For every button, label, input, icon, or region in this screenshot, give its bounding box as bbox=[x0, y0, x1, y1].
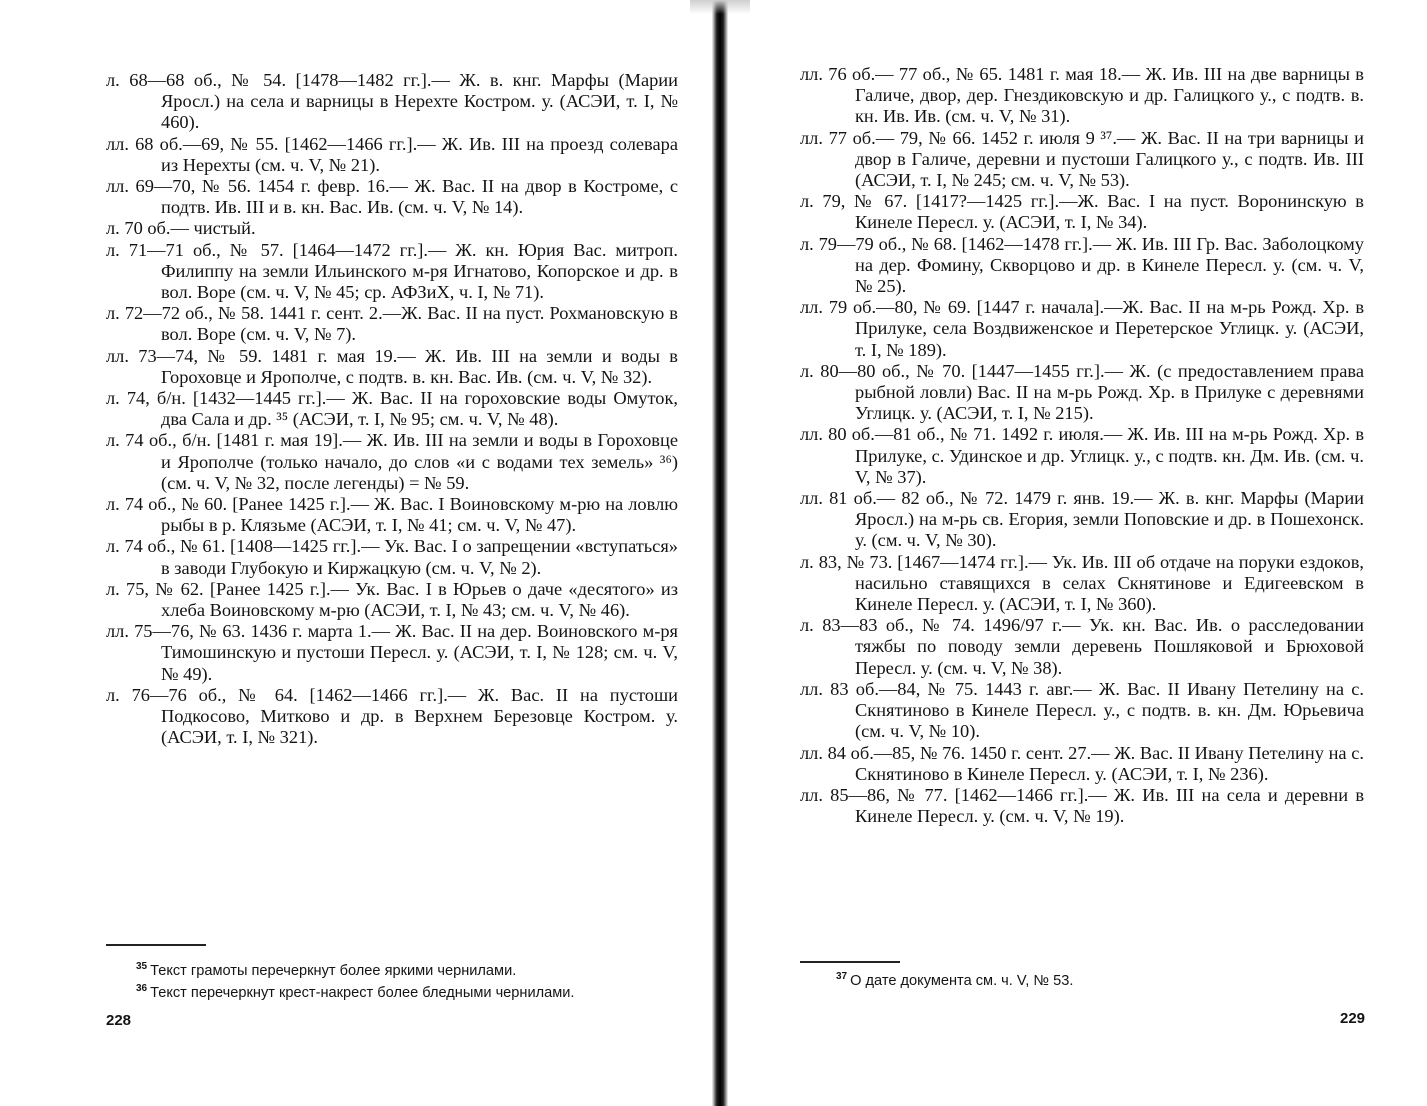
entry-l-62: л. 75, № 62. [Ранее 1425 г.].— Ук. Вас. I в Юрьев о даче «десятого» из хлеба Воиновскому м-рю (АСЭИ, т. I, № 43; см. ч. V, № 46). bbox=[106, 578, 678, 621]
entry-l-59: лл. 73—74, № 59. 1481 г. мая 19.— Ж. Ив. III на земли и воды в Гороховце и Ярополче, с подтв. в. кн. Вас. Ив. (см. ч. V, № 32). bbox=[106, 345, 678, 387]
left-page bbox=[0, 0, 712, 1106]
footnote-36: $^{36}$ Текст перечеркнут крест-накрест более бледными чернилами. bbox=[136, 982, 575, 1001]
entry-l-64: л. 76—76 об., № 64. [1462—1466 гг.].— Ж. Вас. II на пустоши Подкосово, Митково и др. в Верхнем Березовце Костром. у. (АСЭИ, т. I, № 321). bbox=[106, 684, 678, 748]
footnote-rule-left bbox=[106, 944, 206, 946]
entry-l-70-blank: л. 70 об.— чистый. bbox=[106, 218, 256, 239]
entry-l-74ob-bn: л. 74 об., б/н. [1481 г. мая 19].— Ж. Ив. III на земли и воды в Гороховце и Ярополче (только начало, до слов «и с водами тех земель» ³⁶) (см. ч. V, № 32, после легенды) = № 59. bbox=[106, 430, 678, 493]
entry-r-74: л. 83—83 об., № 74. 1496/97 г.— Ук. кн. Вас. Ив. о расследовании тяжбы по поводу земли деревень Пошляковой и Брюховой Пересл. у. (см. ч. V, № 38). bbox=[800, 615, 1364, 678]
entry-r-72: лл. 81 об.— 82 об., № 72. 1479 г. янв. 19.— Ж. в. кнг. Марфы (Марии Яросл.) на м-рь св. Егория, земли Поповские и др. в Пошехонск. у. (см. ч. V, № 30). bbox=[800, 488, 1364, 551]
page-number-left: 228 bbox=[106, 1012, 132, 1029]
entry-r-66: лл. 77 об.— 79, № 66. 1452 г. июля 9 ³⁷.— Ж. Вас. II на три варницы и двор в Галиче, деревни и пустоши Галицкого у., с подтв. Ив. III (АСЭИ, т. I, № 245; см. ч. V, № 53). bbox=[800, 127, 1364, 191]
footnote-37: $^{37}$ О дате документа см. ч. V, № 53. bbox=[836, 971, 1074, 989]
footnote-35: $^{35}$ Текст грамоты перечеркнут более яркими чернилами. bbox=[136, 961, 517, 979]
entry-l-58: л. 72—72 об., № 58. 1441 г. сент. 2.—Ж. Вас. II на пуст. Рохмановскую в вол. Воре (см. ч. V, № 7). bbox=[106, 303, 678, 345]
entry-r-67: л. 79, № 67. [1417?—1425 гг.].—Ж. Вас. I на пуст. Воронинскую в Кинеле Пересл. у. (АСЭИ, т. I, № 34). bbox=[800, 191, 1364, 233]
entry-l-54: л. 68—68 об., № 54. [1478—1482 гг.].— Ж. в. кнг. Марфы (Марии Яросл.) на села и варницы в Нерехте Костром. у. (АСЭИ, т. I, № 460). bbox=[106, 70, 678, 133]
right-page bbox=[728, 0, 1427, 1106]
footnote-rule-right bbox=[800, 961, 900, 963]
entry-l-57: л. 71—71 об., № 57. [1464—1472 гг.].— Ж. кн. Юрия Вас. митроп. Филиппу на земли Ильинского м-ря Игнатово, Копорское и др. в вол. Воре (см. ч. V, № 45; ср. АФЗиХ, ч. I, № 71). bbox=[106, 239, 678, 303]
left-footnotes bbox=[136, 958, 676, 1002]
entry-l-63: лл. 75—76, № 63. 1436 г. марта 1.— Ж. Вас. II на дер. Воиновского м-ря Тимошинскую и пустоши Пересл. у. (АСЭИ, т. I, № 128; см. ч. V, № 49). bbox=[106, 621, 678, 684]
entry-r-77: лл. 85—86, № 77. [1462—1466 гг.].— Ж. Ив. III на села и деревни в Кинеле Пересл. у. (см. ч. V, № 19). bbox=[800, 784, 1364, 827]
entry-r-65: лл. 76 об.— 77 об., № 65. 1481 г. мая 18.— Ж. Ив. III на две варницы в Галиче, двор, дер. Гнездиковскую и др. Галицкого у., с подтв. в. кн. Ив. Ив. (см. ч. V, № 31). bbox=[800, 64, 1364, 127]
right-footnotes bbox=[836, 968, 1376, 990]
entry-r-73: л. 83, № 73. [1467—1474 гг.].— Ук. Ив. III об отдаче на поруки ездоков, насильно ставящихся в селах Скнятинове и Едигеевском в Кинеле Пересл. у. (АСЭИ, т. I, № 360). bbox=[800, 551, 1364, 615]
entry-r-71: лл. 80 об.—81 об., № 71. 1492 г. июля.— Ж. Ив. III на м-рь Рожд. Хр. в Прилуке, с. Удинское и др. Углицк. у., с подтв. кн. Дм. Ив. (см. ч. V, № 37). bbox=[800, 424, 1364, 487]
entry-r-68: л. 79—79 об., № 68. [1462—1478 гг.].— Ж. Ив. III Гр. Вас. Заболоцкому на дер. Фомину, Скворцово и др. в Кинеле Пересл. у. (см. ч. V, № 25). bbox=[800, 233, 1364, 297]
right-entries bbox=[800, 64, 1364, 827]
entry-r-76: лл. 84 об.—85, № 76. 1450 г. сент. 27.— Ж. Вас. II Ивану Петелину на с. Скнятиново в Кинеле Пересл. у. (АСЭИ, т. I, № 236). bbox=[800, 742, 1364, 784]
entry-l-74-bn: л. 74, б/н. [1432—1445 гг.].— Ж. Вас. II на гороховские воды Омуток, два Сала и др. ³⁵ (АСЭИ, т. I, № 95; см. ч. V, № 48). bbox=[106, 388, 678, 430]
entry-l-56: лл. 69—70, № 56. 1454 г. февр. 16.— Ж. Вас. II на двор в Костроме, с подтв. Ив. III и в. кн. Вас. Ив. (см. ч. V, № 14). bbox=[106, 176, 678, 218]
left-entries bbox=[106, 70, 678, 749]
page-number-right: 229 bbox=[1340, 1010, 1366, 1027]
entry-l-61: л. 74 об., № 61. [1408—1425 гг.].— Ук. Вас. I о запрещении «вступаться» в заводи Глубокую и Киржацкую (см. ч. V, № 2). bbox=[106, 536, 678, 578]
entry-l-55: лл. 68 об.—69, № 55. [1462—1466 гг.].— Ж. Ив. III на проезд солевара из Нерехты (см. ч. V, № 21). bbox=[106, 133, 678, 175]
entry-l-60: л. 74 об., № 60. [Ранее 1425 г.].— Ж. Вас. I Воиновскому м-рю на ловлю рыбы в р. Клязьме (АСЭИ, т. I, № 41; см. ч. V, № 47). bbox=[106, 494, 678, 536]
entry-r-69: лл. 79 об.—80, № 69. [1447 г. начала].—Ж. Вас. II на м-рь Рожд. Хр. в Прилуке, села Воздвиженское и Перетерское Углицк. у. (АСЭИ, т. I, № 189). bbox=[800, 297, 1364, 360]
entry-r-75: лл. 83 об.—84, № 75. 1443 г. авг.— Ж. Вас. II Ивану Петелину на с. Скнятиново в Кинеле Пересл. у., с подтв. в. кн. Дм. Юрьевича (см. ч. V, № 10). bbox=[800, 678, 1364, 742]
entry-r-70: л. 80—80 об., № 70. [1447—1455 гг.].— Ж. (с предоставлением права рыбной ловли) Вас. II на м-рь Рожд. Хр. в Прилуке с деревнями Углицк. у. (АСЭИ, т. I, № 215). bbox=[800, 360, 1364, 424]
book-gutter bbox=[712, 0, 728, 1106]
